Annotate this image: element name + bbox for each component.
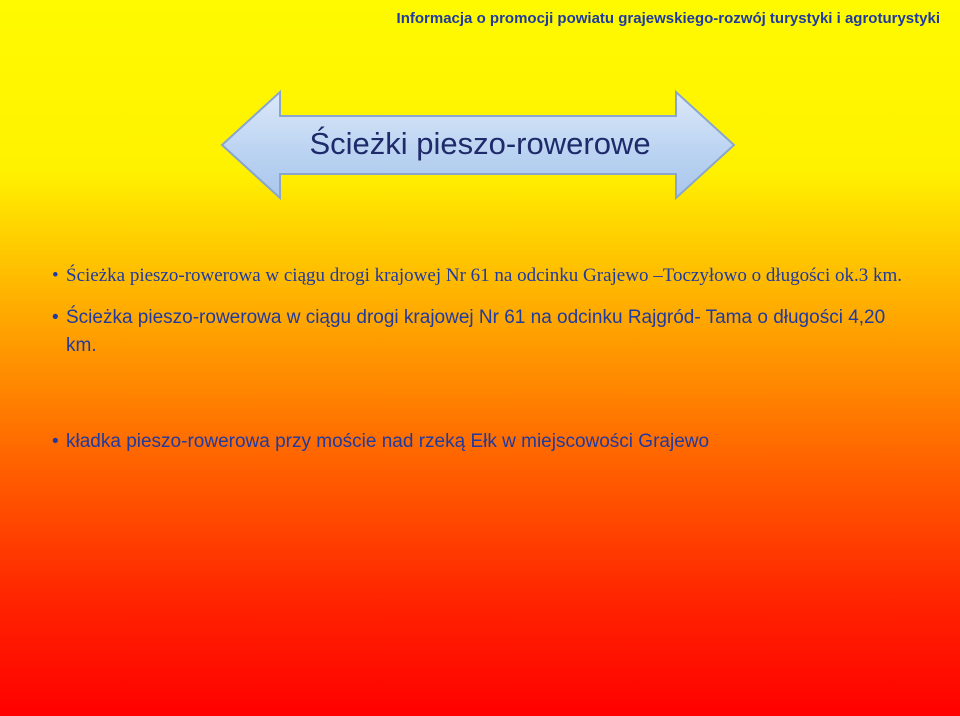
list-item-text: Ścieżka pieszo-rowerowa w ciągu drogi krajowej Nr 61 na odcinku Rajgród- Tama o długości 4,20 km. bbox=[66, 307, 886, 356]
bullet-list bbox=[52, 262, 932, 456]
list-item bbox=[52, 428, 906, 456]
bullet-marker: • bbox=[52, 307, 59, 328]
header-subtitle: Informacja o promocji powiatu grajewskiego-rozwój turystyki i agroturystyki bbox=[396, 10, 940, 27]
section-title: Ścieżki pieszo-rowerowe bbox=[309, 126, 651, 161]
list-item bbox=[52, 262, 906, 290]
list-item-text: Ścieżka pieszo-rowerowa w ciągu drogi krajowej Nr 61 na odcinku Grajewo –Toczyłowo o długości ok.3 km. bbox=[66, 265, 903, 286]
bullet-marker: • bbox=[52, 265, 59, 286]
list-item-text: kładka pieszo-rowerowa przy moście nad rzeką Ełk w miejscowości Grajewo bbox=[66, 431, 710, 452]
list-item bbox=[52, 304, 906, 360]
bullet-marker: • bbox=[52, 431, 59, 452]
